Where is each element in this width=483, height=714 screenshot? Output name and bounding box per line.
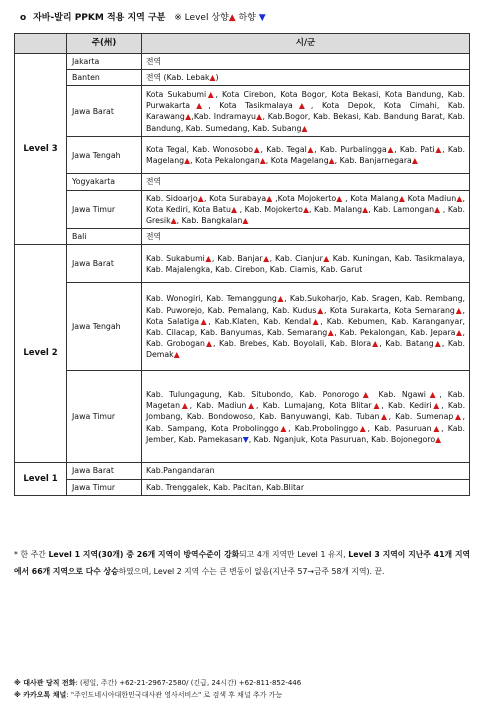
- up-arrow-icon: ▲: [209, 73, 216, 83]
- hotline-line: [14, 677, 301, 689]
- up-arrow-icon: ▲: [199, 316, 209, 326]
- header-province: 주(州): [67, 34, 142, 54]
- cities-cell: Kab. Sidoarjo▲, Kota Surabaya▲ ,Kota Mojokerto▲ , Kota Malang▲ Kota Madiun▲, Kota Kediri, Kota Batu▲ , Kab. Mojokerto▲, Kab. Malang▲, Kab. Lamongan▲ , Kab. Gresik▲, Kab. Bangkalan▲: [142, 190, 470, 229]
- up-arrow-icon: ▲: [301, 123, 308, 133]
- up-arrow-icon: ▲: [398, 193, 406, 203]
- legend-down-label: 하향: [235, 13, 259, 23]
- up-arrow-icon: ▲: [431, 401, 442, 411]
- up-arrow-icon: ▲: [411, 156, 418, 166]
- cities-cell: Kab. Wonogiri, Kab. Temanggung▲, Kab.Sukoharjo, Kab. Sragen, Kab. Rembang, Kab. Puworejo, Kab. Pemalang, Kab. Kudus▲, Kota Surakarta, Kota Semarang▲, Kota Salatiga▲, Kab.Klaten, Kab. Kendal▲, Kab. Kebumen, Kab. Karanganyar, Kab. Cilacap, Kab. Banyumas, Kab. Semarang▲, Kab. Pekalongan, Kab. Jepara▲, Kab. Grobogan▲, Kab. Brebes, Kab. Boyolali, Kab. Blora▲, Kab. Batang▲, Kab. Demak▲: [142, 283, 470, 371]
- cities-cell: 전역: [142, 174, 470, 190]
- up-arrow-icon: ▲: [328, 156, 335, 166]
- up-arrow-icon: ▲: [180, 401, 190, 411]
- up-arrow-icon: ▲: [316, 305, 325, 315]
- table-row: [15, 174, 470, 190]
- up-arrow-icon: ▲: [242, 216, 249, 226]
- province-cell: Jawa Timur: [67, 190, 142, 229]
- header-blank-cell: [15, 34, 67, 54]
- province-cell: Jawa Barat: [67, 463, 142, 479]
- up-arrow-icon: ▲: [386, 145, 395, 155]
- footnote-part3: 하였으며, Level 2 지역 수는 큰 변동이 없음(지난주 57→금주 58개 지역). 끝.: [118, 567, 385, 576]
- up-arrow-icon: ▲: [336, 193, 343, 203]
- province-cell: Banten: [67, 70, 142, 86]
- summary-footnote: [14, 546, 470, 580]
- up-arrow-icon: ▲: [431, 423, 442, 433]
- up-arrow-icon: ▲: [170, 216, 177, 226]
- footnote-bold2: Level 3 지역이 지난주 41개 지역에서 66개 지역으로 다수 상승: [14, 550, 471, 576]
- table-row: [15, 137, 470, 174]
- up-arrow-icon: ▲: [259, 156, 266, 166]
- cities-cell: Kota Sukabumi▲, Kota Cirebon, Kota Bogor, Kota Bekasi, Kota Bandung, Kab. Purwakarta▲, Kota Tasikmalaya▲, Kota Depok, Kota Cimahi, Kab. Karawang▲,Kab. Indramayu▲, Kab.Bogor, Kab. Bekasi, Kab. Bandung Barat, Kab. Bandung, Kab. Sumedang, Kab. Subang▲: [142, 86, 470, 137]
- hotline-text: : (평일, 주간) +62-21-2967-2580/ (긴급, 24시간) +62-811-852-446: [75, 679, 302, 687]
- up-arrow-icon: ▲: [173, 350, 180, 360]
- up-arrow-icon: ▲: [456, 193, 463, 203]
- up-arrow-icon: ▲: [246, 401, 256, 411]
- cities-cell: 전역: [142, 54, 470, 70]
- table-header-row: [15, 34, 470, 54]
- up-arrow-icon: ▲: [306, 145, 315, 155]
- hotline-label: ※ 대사관 당직 전화: [14, 679, 76, 687]
- kakao-text: : "주인도네시아대한민국대사관 영사서비스" 로 검색 후 채널 추가 가능: [66, 691, 283, 699]
- table-row: [15, 463, 470, 479]
- up-arrow-icon: ▲: [371, 401, 382, 411]
- province-cell: Yogyakarta: [67, 174, 142, 190]
- table-row: [15, 245, 470, 283]
- up-arrow-icon: ▲: [292, 101, 311, 111]
- up-arrow-icon: ▲: [425, 389, 440, 399]
- up-arrow-icon: ▲: [453, 412, 463, 422]
- title-bullet: o: [20, 13, 27, 23]
- up-arrow-icon: ▲: [322, 253, 330, 263]
- level-cell: Level 2: [15, 245, 67, 463]
- footnote-bold1: Level 1 지역(30개) 중 26개 지역이 방역수준이 강화: [48, 550, 240, 559]
- up-arrow-icon: ▲: [454, 305, 463, 315]
- down-arrow-icon: ▼: [258, 13, 266, 23]
- up-arrow-icon: ▲: [204, 339, 214, 349]
- cities-cell: Kab. Sukabumi▲, Kab. Banjar▲, Kab. Cianjur▲ Kab. Kuningan, Kab. Tasikmalaya, Kab. Majalengka, Kab. Cirebon, Kab. Ciamis, Kab. Garut: [142, 245, 470, 283]
- up-arrow-icon: ▲: [184, 112, 192, 122]
- up-arrow-icon: ▲: [230, 204, 238, 214]
- up-arrow-icon: ▲: [276, 294, 285, 304]
- up-arrow-icon: ▲: [190, 101, 209, 111]
- province-cell: Jakarta: [67, 54, 142, 70]
- up-arrow-icon: ▲: [266, 193, 273, 203]
- up-arrow-icon: ▲: [278, 423, 289, 433]
- legend-up-label: ※ Level 상향: [174, 13, 229, 23]
- cities-cell: Kota Tegal, Kab. Wonosobo▲, Kab. Tegal▲, Kab. Purbalingga▲, Kab. Pati▲, Kab. Magelang▲, Kota Pekalongan▲, Kota Magelang▲, Kab. Banjarnegara▲: [142, 137, 470, 174]
- up-arrow-icon: ▲: [359, 389, 373, 399]
- contact-info: [14, 677, 301, 701]
- table-row: [15, 54, 470, 70]
- province-cell: Jawa Barat: [67, 245, 142, 283]
- up-arrow-icon: ▲: [433, 339, 442, 349]
- legend-note: [174, 13, 265, 23]
- province-cell: Jawa Barat: [67, 86, 142, 137]
- up-arrow-icon: ▲: [362, 204, 369, 214]
- header-city: 시/군: [142, 34, 470, 54]
- up-arrow-icon: ▲: [253, 145, 261, 155]
- up-arrow-icon: ▲: [435, 434, 442, 444]
- cities-cell: Kab. Tulungagung, Kab. Situbondo, Kab. Ponorogo▲ Kab. Ngawi▲, Kab. Magetan▲, Kab. Madiun▲, Kab. Lumajang, Kota Blitar▲, Kab. Kediri▲, Kab. Jombang, Kab. Bondowoso, Kab. Banyuwangi, Kab. Tuban▲, Kab. Sumenap▲, Kab. Sampang, Kota Probolinggo▲, Kab.Probolinggo▲, Kab. Pasuruan▲, Kab. Jember, Kab. Pamekasan▼, Kab. Nganjuk, Kota Pasuruan, Kab. Bojonegoro▲: [142, 371, 470, 463]
- province-cell: Jawa Timur: [67, 479, 142, 495]
- footnote-part1: * 한 주간: [14, 550, 49, 559]
- cities-cell: Kab. Trenggalek, Kab. Pacitan, Kab.Blitar: [142, 479, 470, 495]
- cities-cell: 전역: [142, 229, 470, 245]
- up-arrow-icon: ▲: [358, 423, 368, 433]
- table-row: [15, 371, 470, 463]
- cities-cell: Kab.Pangandaran: [142, 463, 470, 479]
- kakao-label: ※ 카카오톡 채널: [14, 691, 67, 699]
- level-cell: Level 1: [15, 463, 67, 495]
- table-row: [15, 86, 470, 137]
- province-cell: Bali: [67, 229, 142, 245]
- page-title-row: [20, 10, 266, 23]
- table-row: [15, 190, 470, 229]
- level-cell: Level 3: [15, 54, 67, 245]
- up-arrow-icon: ▲: [311, 316, 321, 326]
- province-cell: Jawa Tengah: [67, 137, 142, 174]
- ppkm-region-table: [14, 33, 470, 496]
- kakao-line: [14, 689, 301, 701]
- table-row: [15, 70, 470, 86]
- up-arrow-icon: ▲: [228, 13, 236, 23]
- up-arrow-icon: ▲: [255, 112, 263, 122]
- up-arrow-icon: ▲: [434, 204, 441, 214]
- up-arrow-icon: ▲: [302, 204, 310, 214]
- down-arrow-icon: ▼: [242, 434, 249, 444]
- up-arrow-icon: ▲: [262, 253, 270, 263]
- footnote-part2: 되고 4개 지역만 Level 1 유지,: [239, 550, 349, 559]
- up-arrow-icon: ▲: [434, 145, 443, 155]
- up-arrow-icon: ▲: [204, 253, 212, 263]
- up-arrow-icon: ▲: [455, 327, 463, 337]
- province-cell: Jawa Tengah: [67, 283, 142, 371]
- table-row: [15, 283, 470, 371]
- up-arrow-icon: ▲: [371, 339, 380, 349]
- cities-cell: 전역 (Kab. Lebak▲): [142, 70, 470, 86]
- table-row: [15, 479, 470, 495]
- up-arrow-icon: ▲: [327, 327, 335, 337]
- page-title: 자바-발리 PPKM 적용 지역 구분: [33, 13, 166, 23]
- up-arrow-icon: ▲: [197, 193, 204, 203]
- up-arrow-icon: ▲: [206, 90, 216, 99]
- table-row: [15, 229, 470, 245]
- up-arrow-icon: ▲: [379, 412, 389, 422]
- province-cell: Jawa Timur: [67, 371, 142, 463]
- up-arrow-icon: ▲: [184, 156, 191, 166]
